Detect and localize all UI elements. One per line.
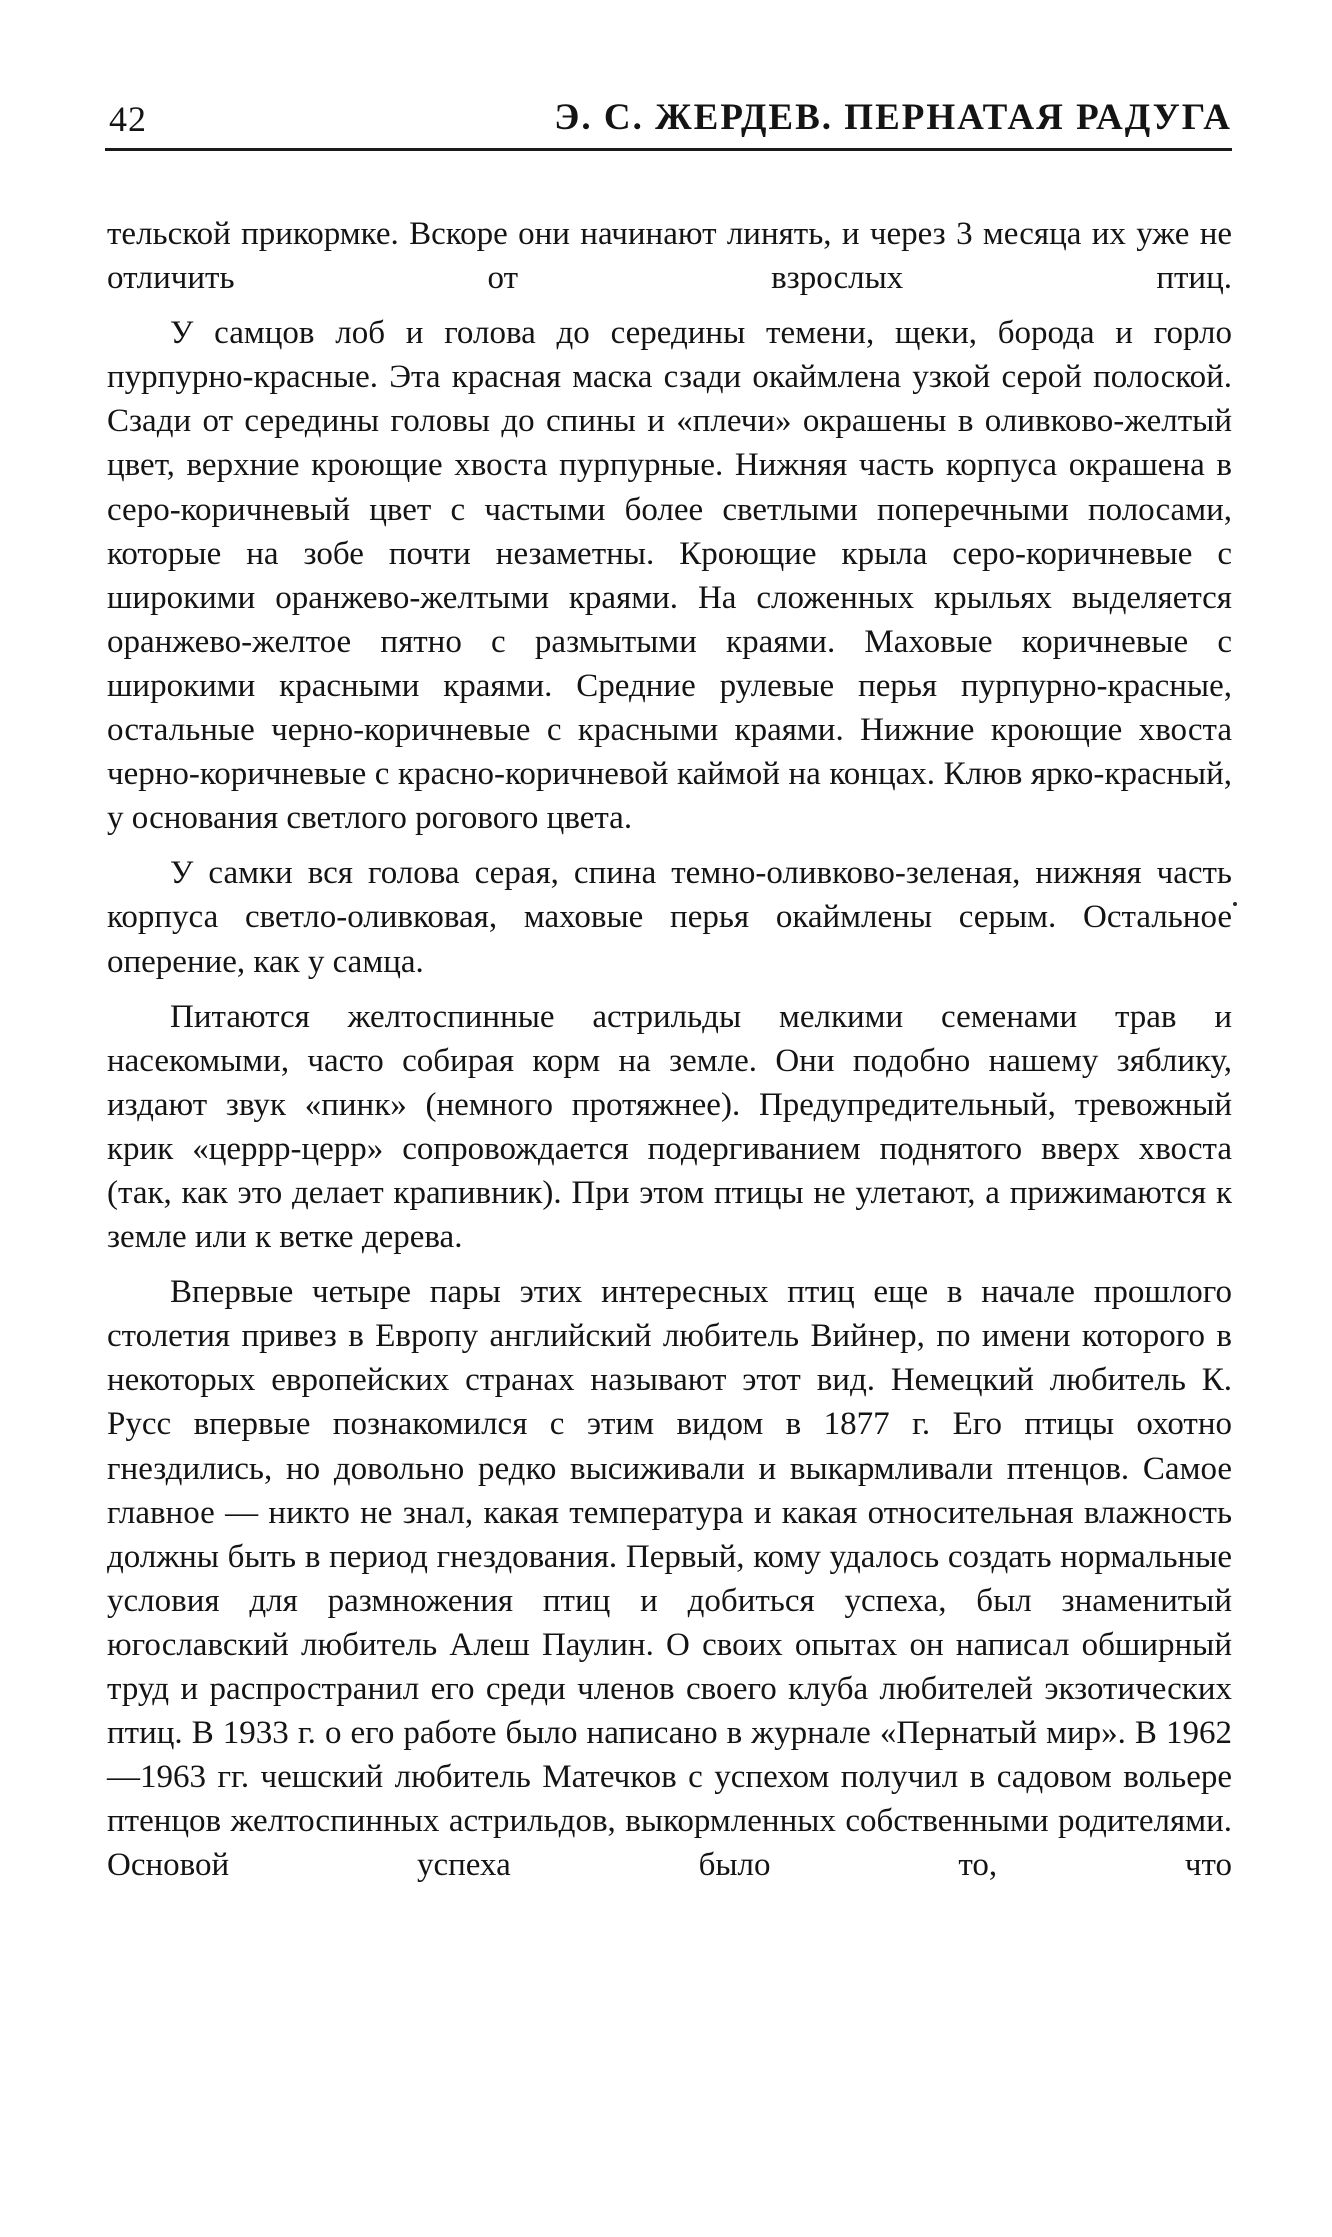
running-head: [105, 92, 1232, 151]
paragraph-history: Впервые четыре пары этих интересных птиц еще в начале прошлого столетия привез в Европу английский любитель Вийнер, по имени которого в некоторых европейских странах называют этот вид. Немецкий любитель К. Русс впервые познакомился с этим видом в 1877 г. Его птицы охотно гнездились, но довольно редко высиживали и выкармливали птенцов. Самое главное — никто не знал, какая температура и какая относительная влажность должны быть в период гнездования. Первый, кому удалось создать нормальные условия для размножения птиц и добиться успеха, был знаменитый югославский любитель Алеш Паулин. О своих опытах он написал обширный труд и распространил его среди членов своего клуба любителей экзотических птиц. В 1933 г. о его работе было написано в журнале «Пернатый мир». В 1962—1963 гг. чешский любитель Матечков с успехом получил в садовом вольере птенцов желтоспинных астрильдов, выкормленных собственными родителями. Основой успеха было то, что: [107, 1274, 1232, 1884]
page-number: 42: [109, 99, 147, 139]
paragraph-continuation: тельской прикормке. Вскоре они начинают линять, и через 3 месяца их уже не отличить от взрослых птиц.: [107, 216, 1232, 297]
paragraph-feeding-calls: Питаются желтоспинные астрильды мелкими семенами трав и насекомыми, часто собирая корм на земле. Они подобно нашему зяблику, издают звук «пинк» (немного протяжнее). Предупредительный, тревожный крик «церрр-церр» сопровождается подергиванием поднятого вверх хвоста (так, как это делает крапивник). При этом птицы не улетают, а прижимаются к земле или к ветке дерева.: [107, 998, 1232, 1256]
paragraph-female-plumage: У самки вся голова серая, спина темно-оливково-зеленая, нижняя часть корпуса светло-оливковая, маховые перья окаймлены серым. Остальное оперение, как у самца.: [107, 855, 1232, 980]
body-text: [107, 212, 1232, 1898]
paragraph-male-plumage: У самцов лоб и голова до середины темени, щеки, борода и горло пурпурно-красные. Эта красная маска сзади окаймлена узкой серой полоской. Сзади от середины головы до спины и «плечи» окрашены в оливково-желтый цвет, верхние кроющие хвоста пурпурные. Нижняя часть корпуса окрашена в серо-коричневый цвет с частыми более светлыми поперечными полосами, которые на зобе почти незаметны. Кроющие крыла серо-коричневые с широкими оранжево-желтыми краями. На сложенных крыльях выделяется оранжево-желтое пятно с размытыми краями. Маховые коричневые с широкими красными краями. Средние рулевые перья пурпурно-красные, остальные черно-коричневые с красными краями. Нижние кроющие хвоста черно-коричневые с красно-коричневой каймой на концах. Клюв ярко-красный, у основания светлого рогового цвета.: [107, 315, 1232, 837]
running-title: Э. С. ЖЕРДЕВ. ПЕРНАТАЯ РАДУГА: [554, 97, 1232, 138]
print-speck: [1233, 902, 1237, 906]
